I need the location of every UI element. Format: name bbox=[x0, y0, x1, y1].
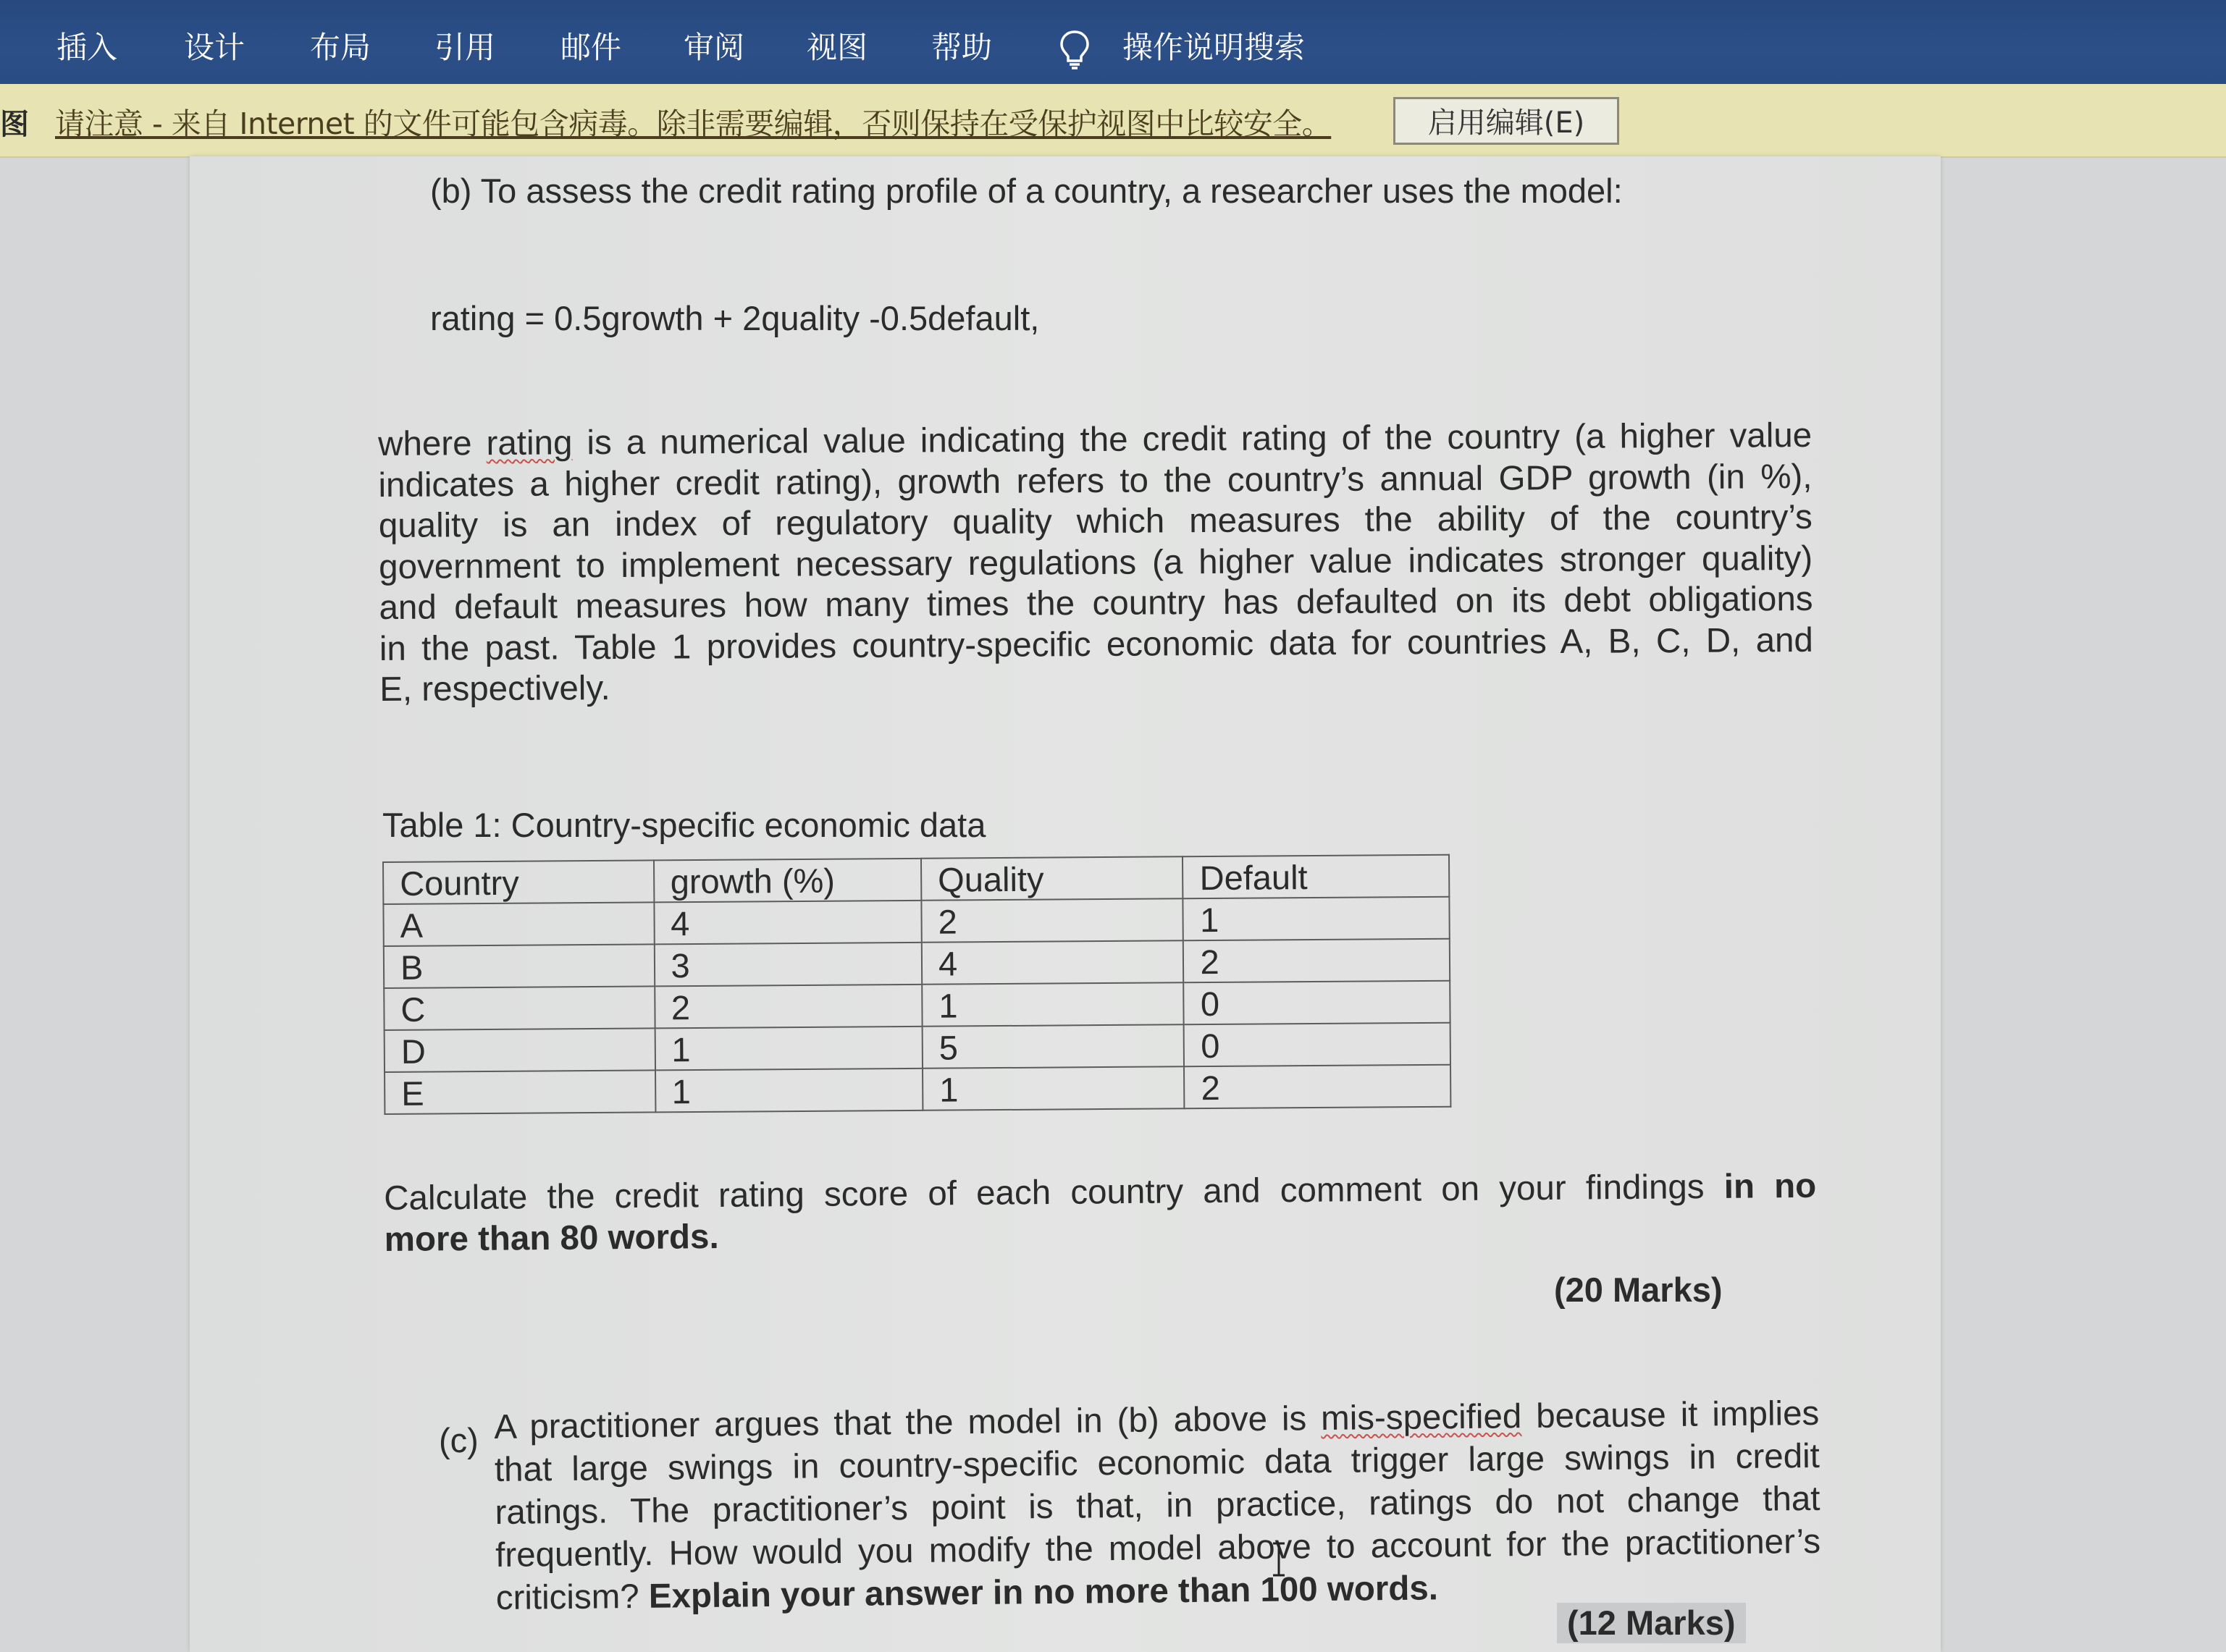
economic-data-table bbox=[382, 854, 1451, 1115]
table-cell: 0 bbox=[1184, 1023, 1450, 1067]
tab-design[interactable]: 设计 bbox=[184, 30, 245, 65]
paragraph-line: in the past. Table 1 provides country-specific economic data for countries A, B, C, D, and bbox=[379, 620, 1814, 668]
text-cursor-icon bbox=[1270, 1542, 1288, 1577]
tab-view[interactable]: 视图 bbox=[807, 30, 868, 65]
table-cell: E bbox=[385, 1070, 655, 1114]
marks-c: (12 Marks) bbox=[1557, 1603, 1746, 1643]
part-c-text bbox=[494, 1392, 1821, 1619]
part-c-label: (c) bbox=[439, 1421, 479, 1459]
protected-view-bar bbox=[0, 84, 2226, 158]
paragraph-line: and default measures how many times the country has defaulted on its debt obligations bbox=[379, 579, 1813, 627]
table-row bbox=[383, 897, 1449, 946]
table-row bbox=[384, 939, 1450, 988]
table-cell: A bbox=[383, 902, 654, 946]
table-row bbox=[385, 1023, 1450, 1072]
question-line: more than 80 words. bbox=[384, 1217, 719, 1259]
tab-references[interactable]: 引用 bbox=[434, 30, 496, 65]
table-cell: 5 bbox=[923, 1024, 1185, 1069]
part-b-intro: (b) To assess the credit rating profile of a country, a researcher uses the model: bbox=[430, 172, 1623, 210]
table-caption: Table 1: Country-specific economic data bbox=[382, 806, 986, 844]
paragraph-line: government to implement necessary regulations (a higher value indicates stronger quality) bbox=[379, 539, 1813, 586]
spellcheck-word-rating[interactable]: rating bbox=[486, 423, 573, 463]
tab-help[interactable]: 帮助 bbox=[931, 30, 993, 65]
lightbulb-icon bbox=[1057, 29, 1092, 69]
header-quality: Quality bbox=[921, 856, 1183, 901]
header-growth: growth (%) bbox=[654, 859, 922, 903]
tab-review[interactable]: 审阅 bbox=[684, 30, 745, 65]
table-cell: 1 bbox=[655, 1027, 923, 1071]
tab-mailings[interactable]: 邮件 bbox=[560, 30, 622, 65]
table-cell: 2 bbox=[655, 985, 923, 1029]
tab-layout[interactable]: 布局 bbox=[310, 30, 371, 65]
marks-b: (20 Marks) bbox=[1554, 1270, 1723, 1309]
paragraph-line: where rating is a numerical value indicating the credit rating of the country (a higher value bbox=[378, 416, 1813, 463]
description-paragraph bbox=[378, 416, 1813, 711]
table-row bbox=[385, 1065, 1450, 1114]
part-c-line: ratings. The practitioner’s point is that, in practice, ratings do not change that bbox=[495, 1479, 1820, 1532]
table-cell: 4 bbox=[922, 940, 1184, 985]
enable-editing-button[interactable]: 启用编辑(E) bbox=[1393, 97, 1619, 145]
paragraph-line: quality is an index of regulatory quality which measures the ability of the country’s bbox=[378, 497, 1813, 545]
table-cell: 1 bbox=[655, 1069, 923, 1113]
part-c-line: criticism? Explain your answer in no more than 100 words. bbox=[495, 1569, 1439, 1617]
table-cell: 2 bbox=[1184, 1065, 1450, 1109]
paragraph-line: indicates a higher credit rating), growth refers to the country’s annual GDP growth (in %), bbox=[378, 457, 1813, 505]
header-default: Default bbox=[1183, 855, 1449, 899]
table-header-row bbox=[383, 855, 1449, 904]
table-cell: C bbox=[384, 986, 655, 1030]
part-c-line: frequently. How would you modify the model above to account for the practitioner’s bbox=[495, 1522, 1821, 1575]
tell-me-label: 操作说明搜索 bbox=[1122, 30, 1306, 65]
tab-insert[interactable]: 插入 bbox=[56, 30, 118, 65]
table-cell: 1 bbox=[922, 982, 1184, 1027]
part-c-line: A practitioner argues that the model in (b) above is mis-specified because it implies bbox=[494, 1394, 1820, 1446]
ribbon-menu-bar bbox=[0, 0, 2226, 84]
spellcheck-word-mis-specified[interactable]: mis-specified bbox=[1320, 1397, 1522, 1438]
table-row bbox=[384, 981, 1450, 1030]
table-cell: 2 bbox=[1183, 939, 1450, 983]
protected-view-icon: 图 bbox=[0, 108, 29, 141]
paragraph-line: E, respectively. bbox=[379, 669, 610, 709]
rating-formula: rating = 0.5growth + 2quality -0.5default, bbox=[430, 299, 1040, 337]
header-country: Country bbox=[383, 860, 654, 904]
table-cell: 1 bbox=[923, 1066, 1185, 1111]
part-c-line: that large swings in country-specific economic data trigger large swings in credit bbox=[494, 1436, 1820, 1489]
table-cell: D bbox=[385, 1028, 655, 1072]
table-cell: 1 bbox=[1183, 897, 1450, 941]
protected-view-message[interactable]: 请注意 - 来自 Internet 的文件可能包含病毒。除非需要编辑，否则保持在受保护视图中比较安全。 bbox=[55, 106, 1332, 141]
table-cell: 3 bbox=[654, 943, 922, 987]
table-cell: 2 bbox=[921, 898, 1183, 943]
table-cell: B bbox=[384, 944, 655, 988]
table-cell: 4 bbox=[654, 901, 922, 945]
question-b bbox=[384, 1166, 1817, 1260]
table-cell: 0 bbox=[1184, 981, 1450, 1025]
question-line: Calculate the credit rating score of each country and comment on your findings in no bbox=[384, 1166, 1817, 1218]
